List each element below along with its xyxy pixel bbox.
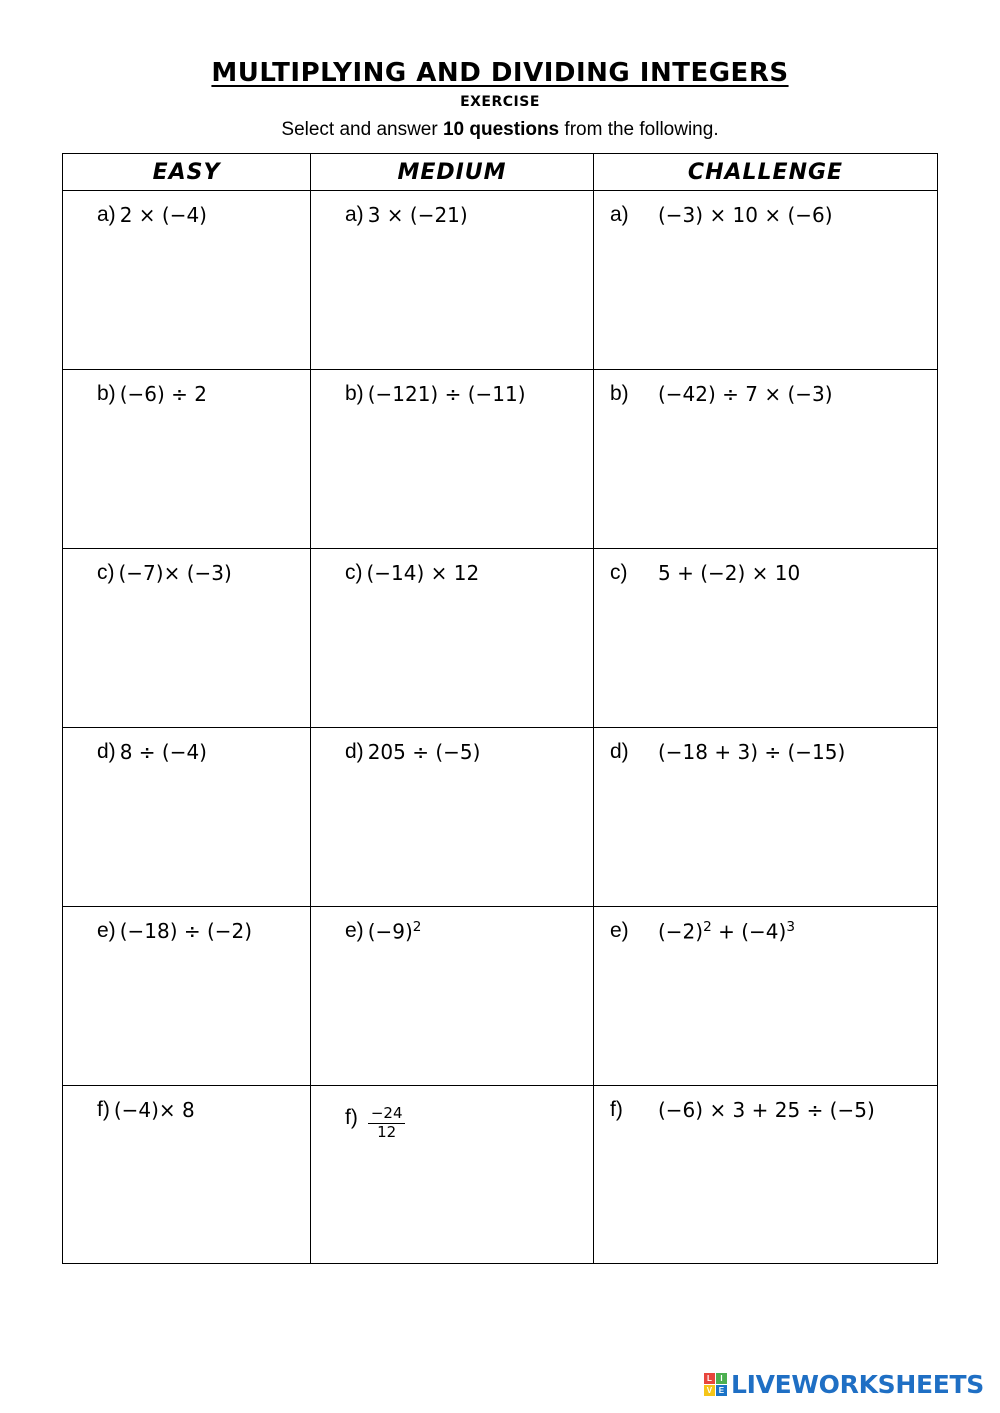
question-cell-medium-b[interactable] bbox=[311, 370, 594, 549]
question-cell-easy-f[interactable] bbox=[63, 1086, 311, 1264]
question-label: e) bbox=[610, 919, 629, 942]
question-label: d) bbox=[610, 740, 629, 763]
question-expression-base: (−9) bbox=[367, 919, 413, 944]
question-cell-challenge-b[interactable] bbox=[594, 370, 938, 549]
question-exponent: 2 bbox=[412, 919, 422, 935]
question-cell-challenge-c[interactable] bbox=[594, 549, 938, 728]
fraction-numerator: −24 bbox=[368, 1106, 406, 1124]
question-expression: (−7)× (−3) bbox=[118, 561, 232, 585]
question-cell-easy-b[interactable] bbox=[63, 370, 311, 549]
question-cell-easy-e[interactable] bbox=[63, 907, 311, 1086]
question-label: e) bbox=[97, 919, 116, 942]
question-label: f) bbox=[610, 1098, 623, 1121]
question-cell-challenge-f[interactable] bbox=[594, 1086, 938, 1264]
question-label: c) bbox=[345, 561, 363, 584]
question-cell-easy-d[interactable] bbox=[63, 728, 311, 907]
column-header-easy: EASY bbox=[63, 154, 311, 191]
question-expression: (−4)× 8 bbox=[113, 1098, 195, 1122]
question-cell-easy-a[interactable] bbox=[63, 191, 311, 370]
question-cell-medium-f[interactable] bbox=[311, 1086, 594, 1264]
question-expression: (−3) × 10 × (−6) bbox=[658, 203, 833, 227]
table-row bbox=[63, 1086, 938, 1264]
table-row bbox=[63, 549, 938, 728]
table-header-row bbox=[63, 154, 938, 191]
question-expression: 2 × (−4) bbox=[119, 203, 207, 227]
question-expression: 8 ÷ (−4) bbox=[119, 740, 207, 764]
question-label: b) bbox=[97, 382, 116, 405]
instruction-prefix: Select and answer bbox=[281, 119, 443, 140]
table-row bbox=[63, 728, 938, 907]
table-row bbox=[63, 370, 938, 549]
question-expression: (−14) × 12 bbox=[366, 561, 480, 585]
question-expression bbox=[644, 919, 795, 944]
instruction-emphasis: 10 questions bbox=[442, 119, 560, 140]
page-subtitle: EXERCISE bbox=[460, 94, 540, 110]
column-header-challenge: CHALLENGE bbox=[594, 154, 938, 191]
question-expression: (−42) ÷ 7 × (−3) bbox=[658, 382, 833, 406]
question-label: d) bbox=[345, 740, 364, 763]
question-cell-medium-d[interactable] bbox=[311, 728, 594, 907]
question-label: d) bbox=[97, 740, 116, 763]
question-expression: 205 ÷ (−5) bbox=[367, 740, 481, 764]
question-cell-challenge-d[interactable] bbox=[594, 728, 938, 907]
liveworksheets-footer[interactable] bbox=[704, 1370, 984, 1399]
question-label: b) bbox=[345, 382, 364, 405]
question-label: a) bbox=[97, 203, 116, 226]
question-label: b) bbox=[610, 382, 629, 405]
question-cell-medium-c[interactable] bbox=[311, 549, 594, 728]
page-title: MULTIPLYING AND DIVIDING INTEGERS bbox=[211, 58, 789, 88]
questions-table bbox=[62, 153, 938, 1264]
question-label: a) bbox=[345, 203, 364, 226]
liveworksheets-brand-text: LIVEWORKSHEETS bbox=[730, 1370, 984, 1399]
question-label: c) bbox=[610, 561, 628, 584]
question-cell-easy-c[interactable] bbox=[63, 549, 311, 728]
question-cell-challenge-a[interactable] bbox=[594, 191, 938, 370]
question-expression: 3 × (−21) bbox=[367, 203, 468, 227]
liveworksheets-logo-icon bbox=[704, 1373, 727, 1396]
question-fraction bbox=[362, 1106, 406, 1141]
instruction-text bbox=[0, 119, 1000, 141]
question-label: a) bbox=[610, 203, 629, 226]
question-expression: (−18 + 3) ÷ (−15) bbox=[658, 740, 846, 764]
question-exponent-2: 3 bbox=[786, 919, 795, 935]
question-expression: (−18) ÷ (−2) bbox=[119, 919, 253, 943]
question-cell-challenge-e[interactable] bbox=[594, 907, 938, 1086]
question-expression: 5 + (−2) × 10 bbox=[658, 561, 801, 585]
column-header-medium: MEDIUM bbox=[311, 154, 594, 191]
table-row bbox=[63, 907, 938, 1086]
logo-letter-i: I bbox=[716, 1373, 727, 1384]
logo-letter-l: L bbox=[704, 1373, 715, 1384]
instruction-suffix: from the following. bbox=[559, 119, 719, 140]
question-exponent-1: 2 bbox=[703, 919, 712, 935]
logo-letter-e: E bbox=[716, 1385, 727, 1396]
question-label: f) bbox=[345, 1106, 358, 1129]
fraction-denominator: 12 bbox=[377, 1122, 397, 1141]
question-expression: (−121) ÷ (−11) bbox=[367, 382, 526, 406]
question-expression-part2: + (−4) bbox=[711, 919, 787, 944]
question-expression bbox=[368, 919, 422, 944]
logo-letter-v: V bbox=[704, 1385, 715, 1396]
question-label: e) bbox=[345, 919, 364, 942]
question-label: f) bbox=[97, 1098, 110, 1121]
question-cell-medium-a[interactable] bbox=[311, 191, 594, 370]
table-row bbox=[63, 191, 938, 370]
question-expression: (−6) ÷ 2 bbox=[119, 382, 207, 406]
question-label: c) bbox=[97, 561, 115, 584]
question-expression-part1: (−2) bbox=[658, 919, 704, 944]
question-cell-medium-e[interactable] bbox=[311, 907, 594, 1086]
question-expression: (−6) × 3 + 25 ÷ (−5) bbox=[658, 1098, 875, 1122]
